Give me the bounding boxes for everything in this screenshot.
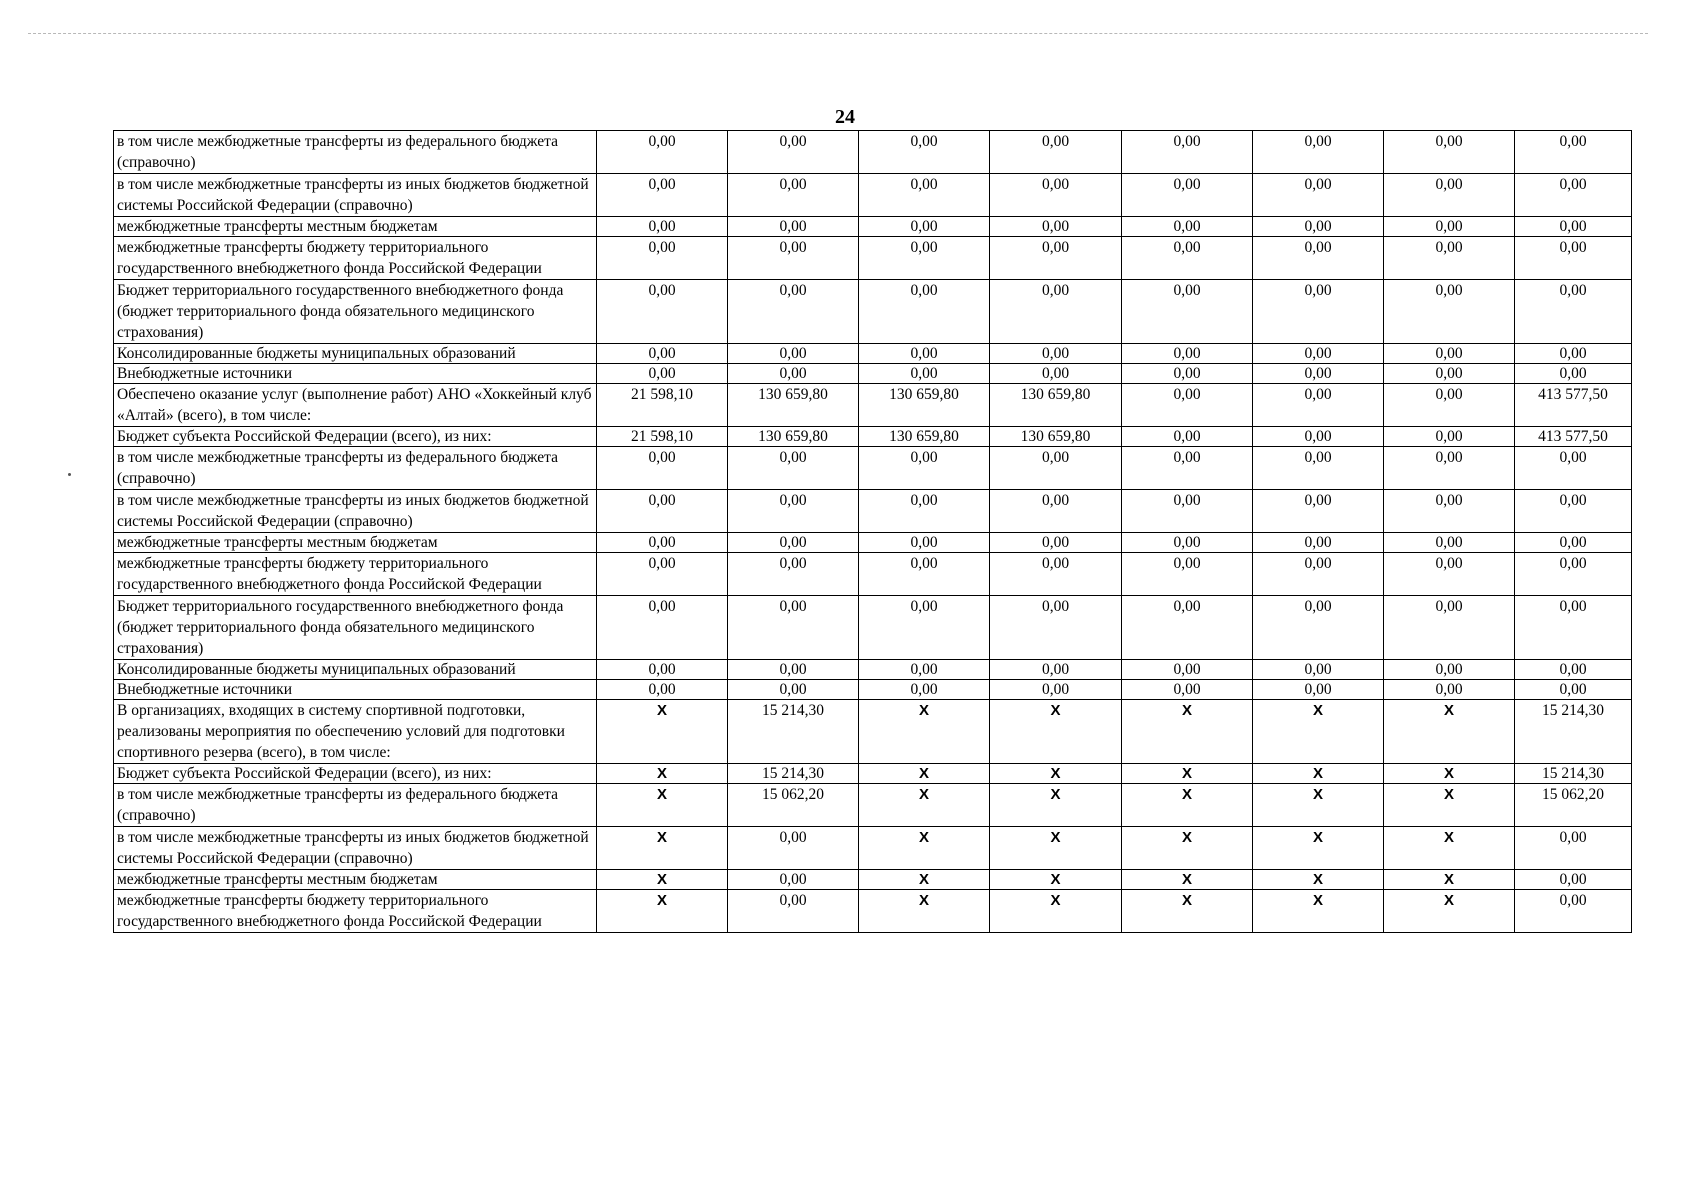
value-cell: 0,00	[990, 660, 1122, 680]
value-cell: 0,00	[859, 364, 990, 384]
value-cell: 15 214,30	[1515, 764, 1632, 784]
value-cell: 0,00	[859, 131, 990, 174]
value-cell: X	[1384, 870, 1515, 890]
value-cell: 0,00	[1384, 217, 1515, 237]
row-label: В организациях, входящих в систему спортивной подготовки, реализованы мероприятия по обеспечению условий для подготовки спортивного резерва (всего), в том числе:	[114, 700, 597, 764]
value-cell: 0,00	[990, 553, 1122, 596]
value-cell: 0,00	[597, 217, 728, 237]
value-cell: X	[1253, 827, 1384, 870]
value-cell: 0,00	[728, 890, 859, 933]
value-cell: 0,00	[1515, 660, 1632, 680]
value-cell: X	[1253, 764, 1384, 784]
value-cell: 0,00	[859, 533, 990, 553]
value-cell: 15 214,30	[728, 764, 859, 784]
row-label: Бюджет субъекта Российской Федерации (всего), из них:	[114, 764, 597, 784]
value-cell: X	[990, 700, 1122, 764]
value-cell: X	[859, 764, 990, 784]
value-cell: X	[597, 764, 728, 784]
value-cell: X	[859, 784, 990, 827]
value-cell: 0,00	[597, 344, 728, 364]
value-cell: 0,00	[1515, 174, 1632, 217]
table-body	[114, 131, 1632, 933]
value-cell: 0,00	[1515, 490, 1632, 533]
value-cell: 0,00	[1253, 131, 1384, 174]
value-cell: 0,00	[728, 131, 859, 174]
value-cell: 0,00	[1253, 490, 1384, 533]
value-cell: 0,00	[1253, 596, 1384, 660]
value-cell: X	[1122, 764, 1253, 784]
table-row	[114, 384, 1632, 427]
table-row	[114, 237, 1632, 280]
value-cell: X	[1384, 764, 1515, 784]
value-cell: 0,00	[1253, 174, 1384, 217]
value-cell: 0,00	[597, 131, 728, 174]
value-cell: 0,00	[1515, 237, 1632, 280]
value-cell: X	[1122, 827, 1253, 870]
value-cell: 0,00	[597, 237, 728, 280]
table-row	[114, 490, 1632, 533]
row-label: Бюджет территориального государственного внебюджетного фонда (бюджет территориального фонда обязательного медицинского страхования)	[114, 280, 597, 344]
row-label: Консолидированные бюджеты муниципальных образований	[114, 660, 597, 680]
value-cell: 0,00	[1515, 680, 1632, 700]
value-cell: 0,00	[1253, 237, 1384, 280]
value-cell: 0,00	[597, 174, 728, 217]
table-row	[114, 131, 1632, 174]
value-cell: 0,00	[990, 596, 1122, 660]
budget-table	[113, 130, 1632, 933]
value-cell: 0,00	[859, 237, 990, 280]
value-cell: X	[1384, 700, 1515, 764]
value-cell: 0,00	[990, 680, 1122, 700]
value-cell: 0,00	[728, 237, 859, 280]
row-label: межбюджетные трансферты местным бюджетам	[114, 533, 597, 553]
value-cell: 130 659,80	[990, 384, 1122, 427]
value-cell: 130 659,80	[859, 384, 990, 427]
value-cell: 0,00	[597, 596, 728, 660]
value-cell: 0,00	[1384, 364, 1515, 384]
value-cell: 0,00	[728, 364, 859, 384]
row-label: в том числе межбюджетные трансферты из иных бюджетов бюджетной системы Российской Федерации (справочно)	[114, 490, 597, 533]
value-cell: 0,00	[728, 217, 859, 237]
scan-speck	[68, 473, 71, 476]
value-cell: 0,00	[859, 680, 990, 700]
value-cell: 0,00	[990, 131, 1122, 174]
value-cell: 0,00	[597, 490, 728, 533]
table-row	[114, 596, 1632, 660]
value-cell: 0,00	[597, 364, 728, 384]
table-row	[114, 764, 1632, 784]
value-cell: 0,00	[1253, 553, 1384, 596]
row-label: межбюджетные трансферты бюджету территориального государственного внебюджетного фонда Российской Федерации	[114, 890, 597, 933]
value-cell: 0,00	[1384, 447, 1515, 490]
value-cell: X	[1253, 784, 1384, 827]
value-cell: 0,00	[1384, 660, 1515, 680]
value-cell: 130 659,80	[728, 384, 859, 427]
value-cell: 0,00	[1253, 533, 1384, 553]
value-cell: 15 214,30	[728, 700, 859, 764]
value-cell: 0,00	[728, 680, 859, 700]
value-cell: 0,00	[1515, 533, 1632, 553]
value-cell: 0,00	[728, 870, 859, 890]
value-cell: 21 598,10	[597, 384, 728, 427]
value-cell: 0,00	[728, 280, 859, 344]
table-row	[114, 870, 1632, 890]
value-cell: 0,00	[1122, 131, 1253, 174]
value-cell: 0,00	[597, 447, 728, 490]
row-label: в том числе межбюджетные трансферты из иных бюджетов бюджетной системы Российской Федерации (справочно)	[114, 174, 597, 217]
value-cell: 0,00	[990, 364, 1122, 384]
value-cell: 0,00	[990, 447, 1122, 490]
value-cell: X	[597, 890, 728, 933]
table-row	[114, 553, 1632, 596]
value-cell: 0,00	[597, 553, 728, 596]
value-cell: 0,00	[859, 174, 990, 217]
value-cell: 0,00	[990, 237, 1122, 280]
value-cell: 0,00	[1515, 364, 1632, 384]
table-row	[114, 700, 1632, 764]
row-label: в том числе межбюджетные трансферты из федерального бюджета (справочно)	[114, 131, 597, 174]
value-cell: X	[597, 784, 728, 827]
value-cell: 0,00	[990, 174, 1122, 217]
value-cell: 130 659,80	[990, 427, 1122, 447]
value-cell: 0,00	[1122, 427, 1253, 447]
value-cell: 0,00	[597, 680, 728, 700]
table-row	[114, 364, 1632, 384]
table-row	[114, 827, 1632, 870]
value-cell: X	[859, 890, 990, 933]
value-cell: 15 062,20	[728, 784, 859, 827]
value-cell: 0,00	[1122, 364, 1253, 384]
value-cell: 0,00	[1122, 553, 1253, 596]
page-number: 24	[835, 106, 855, 128]
value-cell: 0,00	[990, 344, 1122, 364]
value-cell: 0,00	[728, 660, 859, 680]
value-cell: 15 214,30	[1515, 700, 1632, 764]
value-cell: X	[597, 700, 728, 764]
row-label: Бюджет субъекта Российской Федерации (всего), из них:	[114, 427, 597, 447]
value-cell: 0,00	[990, 217, 1122, 237]
value-cell: 0,00	[1122, 680, 1253, 700]
value-cell: 0,00	[1515, 447, 1632, 490]
table-row	[114, 280, 1632, 344]
value-cell: 0,00	[1253, 280, 1384, 344]
value-cell: 0,00	[1253, 680, 1384, 700]
row-label: межбюджетные трансферты бюджету территориального государственного внебюджетного фонда Российской Федерации	[114, 237, 597, 280]
value-cell: 0,00	[1515, 596, 1632, 660]
value-cell: 0,00	[859, 660, 990, 680]
value-cell: X	[597, 870, 728, 890]
value-cell: 0,00	[1253, 344, 1384, 364]
value-cell: X	[859, 827, 990, 870]
value-cell: X	[1122, 870, 1253, 890]
value-cell: 0,00	[728, 553, 859, 596]
row-label: Бюджет территориального государственного внебюджетного фонда (бюджет территориального фонда обязательного медицинского страхования)	[114, 596, 597, 660]
table-row	[114, 784, 1632, 827]
value-cell: 0,00	[1384, 384, 1515, 427]
row-label: в том числе межбюджетные трансферты из иных бюджетов бюджетной системы Российской Федерации (справочно)	[114, 827, 597, 870]
value-cell: X	[859, 700, 990, 764]
value-cell: 0,00	[728, 174, 859, 217]
row-label: Обеспечено оказание услуг (выполнение работ) АНО «Хоккейный клуб «Алтай» (всего), в том числе:	[114, 384, 597, 427]
value-cell: X	[859, 870, 990, 890]
value-cell: 0,00	[1384, 553, 1515, 596]
value-cell: 0,00	[990, 533, 1122, 553]
value-cell: X	[990, 827, 1122, 870]
row-label: в том числе межбюджетные трансферты из федерального бюджета (справочно)	[114, 784, 597, 827]
value-cell: 0,00	[1384, 490, 1515, 533]
table-row	[114, 344, 1632, 364]
value-cell: 0,00	[1515, 890, 1632, 933]
value-cell: 0,00	[1122, 174, 1253, 217]
value-cell: 0,00	[859, 447, 990, 490]
value-cell: 0,00	[1384, 344, 1515, 364]
value-cell: 0,00	[1122, 660, 1253, 680]
value-cell: 0,00	[990, 490, 1122, 533]
value-cell: 0,00	[1384, 596, 1515, 660]
value-cell: X	[1122, 700, 1253, 764]
value-cell: 0,00	[597, 660, 728, 680]
value-cell: 0,00	[859, 596, 990, 660]
value-cell: 0,00	[1122, 596, 1253, 660]
value-cell: 0,00	[859, 280, 990, 344]
value-cell: X	[1384, 827, 1515, 870]
value-cell: 0,00	[859, 553, 990, 596]
value-cell: X	[990, 764, 1122, 784]
value-cell: 0,00	[728, 827, 859, 870]
value-cell: 0,00	[1253, 447, 1384, 490]
value-cell: 0,00	[1384, 237, 1515, 280]
value-cell: 0,00	[1122, 237, 1253, 280]
value-cell: 0,00	[1122, 490, 1253, 533]
value-cell: 0,00	[1253, 364, 1384, 384]
table-row	[114, 217, 1632, 237]
value-cell: 0,00	[1253, 660, 1384, 680]
value-cell: 0,00	[1384, 533, 1515, 553]
table-row	[114, 447, 1632, 490]
value-cell: 0,00	[859, 217, 990, 237]
table-row	[114, 174, 1632, 217]
value-cell: X	[1122, 890, 1253, 933]
value-cell: X	[1384, 784, 1515, 827]
value-cell: 0,00	[1122, 533, 1253, 553]
value-cell: X	[1384, 890, 1515, 933]
value-cell: 0,00	[1515, 344, 1632, 364]
value-cell: 0,00	[990, 280, 1122, 344]
value-cell: 0,00	[1384, 427, 1515, 447]
value-cell: 0,00	[1253, 217, 1384, 237]
row-label: Внебюджетные источники	[114, 364, 597, 384]
value-cell: 0,00	[1384, 131, 1515, 174]
table-row	[114, 427, 1632, 447]
value-cell: 0,00	[1515, 553, 1632, 596]
value-cell: X	[1253, 870, 1384, 890]
value-cell: 130 659,80	[728, 427, 859, 447]
value-cell: 0,00	[1515, 280, 1632, 344]
value-cell: 0,00	[1515, 131, 1632, 174]
value-cell: 0,00	[1122, 447, 1253, 490]
table-row	[114, 680, 1632, 700]
value-cell: X	[990, 870, 1122, 890]
value-cell: 0,00	[1122, 217, 1253, 237]
value-cell: 0,00	[1122, 384, 1253, 427]
value-cell: 0,00	[1253, 384, 1384, 427]
value-cell: X	[1122, 784, 1253, 827]
value-cell: 0,00	[728, 490, 859, 533]
row-label: Консолидированные бюджеты муниципальных образований	[114, 344, 597, 364]
row-label: в том числе межбюджетные трансферты из федерального бюджета (справочно)	[114, 447, 597, 490]
value-cell: 0,00	[728, 344, 859, 364]
value-cell: X	[990, 784, 1122, 827]
value-cell: 0,00	[1515, 827, 1632, 870]
value-cell: 0,00	[1515, 217, 1632, 237]
value-cell: 0,00	[597, 533, 728, 553]
value-cell: 0,00	[1384, 680, 1515, 700]
value-cell: 0,00	[1253, 427, 1384, 447]
row-label: Внебюджетные источники	[114, 680, 597, 700]
table-row	[114, 890, 1632, 933]
value-cell: X	[597, 827, 728, 870]
value-cell: 0,00	[728, 596, 859, 660]
value-cell: 413 577,50	[1515, 384, 1632, 427]
value-cell: 0,00	[728, 447, 859, 490]
value-cell: 15 062,20	[1515, 784, 1632, 827]
value-cell: 413 577,50	[1515, 427, 1632, 447]
row-label: межбюджетные трансферты бюджету территориального государственного внебюджетного фонда Российской Федерации	[114, 553, 597, 596]
scan-edge-line	[28, 33, 1648, 34]
value-cell: 0,00	[597, 280, 728, 344]
value-cell: 0,00	[859, 490, 990, 533]
value-cell: 0,00	[859, 344, 990, 364]
value-cell: X	[1253, 700, 1384, 764]
value-cell: 21 598,10	[597, 427, 728, 447]
value-cell: 0,00	[1384, 280, 1515, 344]
row-label: межбюджетные трансферты местным бюджетам	[114, 870, 597, 890]
value-cell: 0,00	[1122, 280, 1253, 344]
value-cell: 0,00	[728, 533, 859, 553]
value-cell: X	[1253, 890, 1384, 933]
value-cell: 0,00	[1122, 344, 1253, 364]
value-cell: 0,00	[1515, 870, 1632, 890]
table-row	[114, 533, 1632, 553]
row-label: межбюджетные трансферты местным бюджетам	[114, 217, 597, 237]
value-cell: 0,00	[1384, 174, 1515, 217]
table-row	[114, 660, 1632, 680]
value-cell: 130 659,80	[859, 427, 990, 447]
value-cell: X	[990, 890, 1122, 933]
